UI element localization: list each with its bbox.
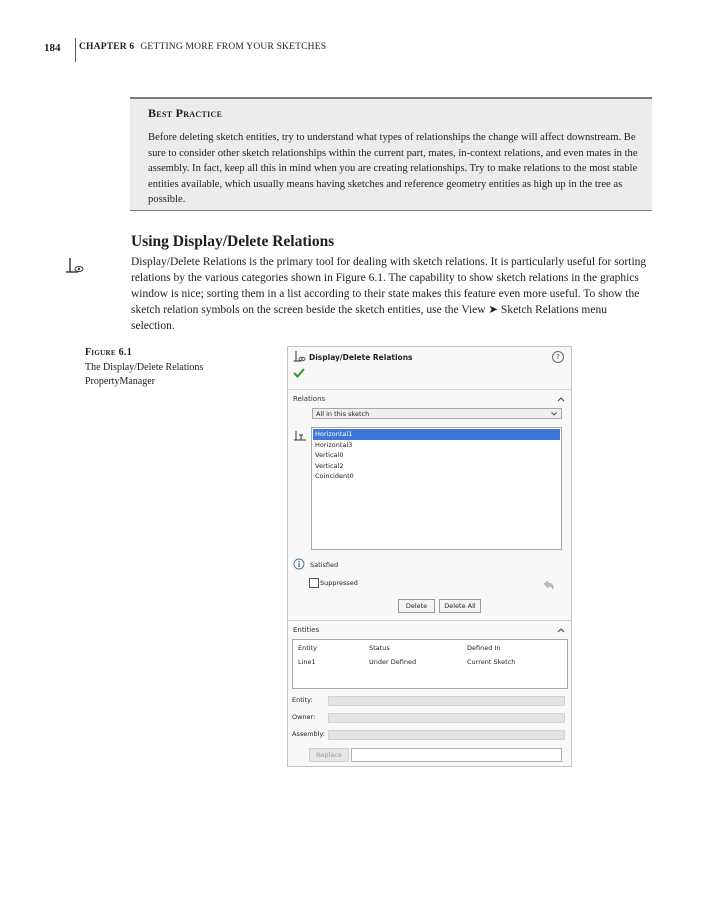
display-delete-relations-panel [287,346,572,767]
replace-input[interactable] [351,748,562,762]
suppressed-label: Suppressed [320,579,358,587]
suppressed-checkbox[interactable] [309,578,319,588]
chapter-label: CHAPTER 6 [79,42,135,52]
best-practice-box [130,97,652,211]
entities-table[interactable] [292,639,568,689]
relations-list[interactable] [311,427,562,550]
entities-column-header: Entity [298,644,317,652]
section-heading: Using Display/Delete Relations [131,233,335,250]
best-practice-text: Before deleting sketch entities, try to understand what types of relationships the change will affect downstream. Be sure to consider other sketch relationships within the current part, mates, in-context relations, and even mates in the assembly. In fact, keep all this in mind when you are creating relationships. Try to make relations to the most stable entities available, which usually means having sketches and reference geometry entities as high up in the tree as possible. [148,132,638,205]
entities-group-label: Entities [293,626,320,634]
replace-button[interactable]: Replace [309,748,349,762]
display-delete-relations-icon [293,350,307,364]
relation-status: Satisfied [310,561,339,569]
assembly-field-label: Assembly: [292,730,326,738]
figure-caption [85,346,205,390]
entity-defined-in-cell: Current Sketch [467,658,516,666]
relation-item-selected[interactable]: Horizontal1 [313,429,560,440]
chapter-title: GETTING MORE FROM YOUR SKETCHES [140,42,327,52]
owner-field-label: Owner: [292,713,316,721]
entities-column-header: Defined In [467,644,501,652]
figure-number: Figure 6.1 [85,347,133,358]
entity-field-label: Entity: [292,696,313,704]
panel-divider [288,389,571,390]
relations-group-label: Relations [293,395,326,403]
relation-item[interactable]: Coincident0 [315,472,354,480]
owner-field[interactable] [328,713,565,723]
running-header [79,42,326,52]
ok-checkmark-icon[interactable] [292,366,306,380]
delete-all-button[interactable]: Delete All [439,599,481,613]
panel-divider [288,620,571,621]
assembly-field[interactable] [328,730,565,740]
entity-cell[interactable]: Line1 [298,658,316,666]
info-icon [293,558,305,570]
panel-title: Display/Delete Relations [309,353,413,362]
figure-caption-text: The Display/Delete Relations PropertyManager [85,361,204,387]
entity-status-cell: Under Defined [369,658,417,666]
relation-item[interactable]: Vertical2 [315,461,344,470]
header-divider [75,38,76,62]
undo-icon[interactable] [541,578,557,592]
relation-item[interactable]: Horizontal3 [315,440,353,449]
help-button[interactable]: ? [552,351,564,363]
section-body: Display/Delete Relations is the primary tool for dealing with sketch relations. It is particularly useful for sorting relations by the various categories shown in Figure 6.1. The capability to show sketch relations in the graphics window is nice; sorting them in a list according to their state makes this feature even more useful. To show the sketch relation symbols on the screen beside the sketch entities, use the View ➤ Sketch Relations menu selection. [131,256,647,332]
relation-icon [293,429,307,443]
entities-column-header: Status [369,644,390,652]
collapse-relations-icon[interactable] [556,395,566,403]
relation-item[interactable]: Vertical0 [315,451,344,459]
relations-filter-value: All in this sketch [316,410,370,418]
delete-button[interactable]: Delete [398,599,435,613]
page-number: 184 [44,42,61,54]
chevron-down-icon [550,410,558,417]
display-delete-relations-icon [64,256,88,278]
best-practice-title: Best Practice [148,106,223,120]
entity-field[interactable] [328,696,565,706]
collapse-entities-icon[interactable] [556,626,566,634]
relations-filter-select[interactable] [312,408,562,419]
